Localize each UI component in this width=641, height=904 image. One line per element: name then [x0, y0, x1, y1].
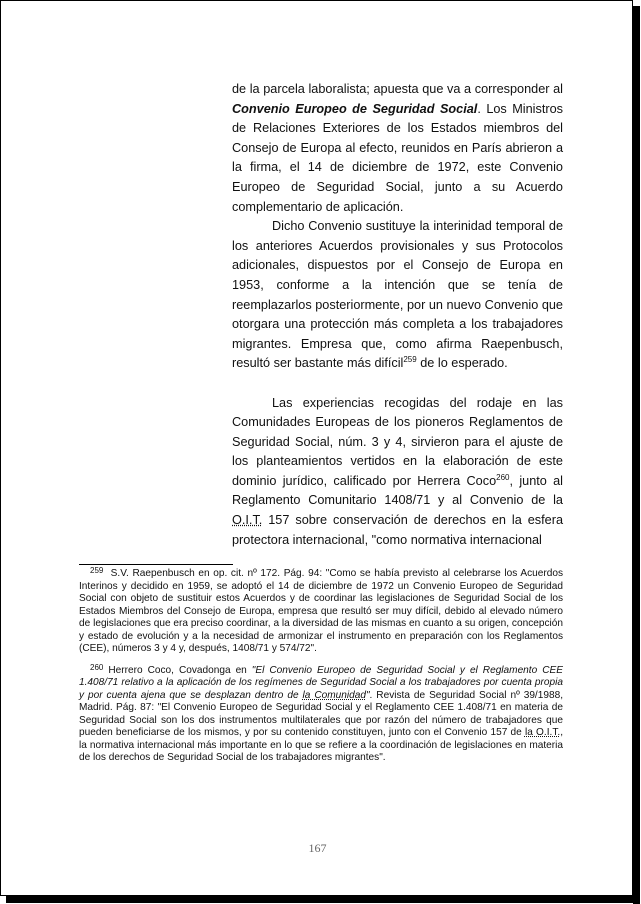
- footnotes: [79, 568, 563, 765]
- footnote-260-title-b: ": [365, 689, 370, 701]
- paragraph-2-text-b: de lo esperado.: [416, 356, 508, 371]
- page-number: 167: [308, 841, 327, 855]
- footnote-260-author: Herrero Coco, Covadonga en: [108, 664, 252, 676]
- emphasis-convenio-europeo: Convenio Europeo de Seguridad Social: [232, 101, 478, 116]
- footnote-259: [79, 568, 563, 656]
- paragraph-1-text-a: de la parcela laboralista; apuesta que va a corresponder al: [232, 82, 563, 96]
- paragraph-3-text-a: Las experiencias recogidas del rodaje en las Comunidades Europeas de los pioneros Reglamentos de Seguridad Social, núm. 3 y 4, sirvieron para el ajuste de los planteamientos vertidos en la elaboración de este dominio jurídico, calificado por Herrera Coco: [232, 395, 563, 488]
- footnote-260-text-b: , la normativa internacional más importante en lo que se refiere a la coordinación de legislaciones en materia de los derechos de Seguridad Social de los trabajadores migrantes".: [79, 727, 563, 763]
- footnote-260-text-a: . Revista de Seguridad Social nº 39/1988, Madrid. Pág. 87: "El Convenio Europeo de Seguridad Social y el Reglamento CEE 1.408/71 en materia de Seguridad Social son los dos instrumentos multilaterales que por razón del número de trabajadores que pueden beneficiarse de los mismos, y por su contenido constituyen, junto con el Convenio 157 de: [79, 689, 564, 738]
- footnote-260: [79, 662, 564, 765]
- footnote-259-text: S.V. Raepenbusch en op. cit. nº 172. Pág. 94: "Como se había previsto al celebrarse los Acuerdos Interinos y decidido en 1959, se adoptó el 14 de diciembre de 1972 un Convenio Europeo de Seguridad Social con objeto de sustituir estos Acuerdos y de coordinar las legislaciones de Seguridad Social de los Estados Miembros del Consejo de Europa, empresa que resultó ser muy difícil, debido al elevado número de legislaciones que era preciso coordinar, a la diversidad de las mismas en cuanto a su origen, concepción y estado de evolución y a la necesidad de armonizar el instrumento en preparación con los Reglamentos (CEE), números 3 y 4 y, después, 1408/71 y 574/72".: [79, 568, 564, 654]
- footnote-number-259: 259: [90, 566, 104, 575]
- oit-abbreviation: O.I.T.: [232, 513, 263, 528]
- page-shadow-right: [633, 6, 640, 904]
- paragraph-3-text-c: 157 sobre conservación de derechos en la esfera protectora internacional, "como normativa internacional: [232, 513, 563, 547]
- paragraph-2-text-a: Dicho Convenio sustituye la interinidad temporal de los anteriores Acuerdos provisionales y sus Protocolos adicionales, dispuestos por el Consejo de Europa en 1953, conforme a la intención que se tenía de reemplazarlos posteriormente, por un nuevo Convenio que otorgara una protección más completa a los trabajadores migrantes. Empresa que, como afirma Raepenbusch, resultó ser bastante más difícil: [232, 219, 563, 371]
- footnote-260-title-comunidad: la Comunidad: [302, 689, 366, 701]
- main-text: [232, 80, 563, 550]
- paragraph-3-text-b: , junto al Reglamento Comunitario 1408/71 y al Convenio de la: [232, 473, 564, 508]
- paragraph-3: [232, 394, 563, 551]
- footnote-ref-259[interactable]: 259: [403, 355, 417, 365]
- paragraph-1: [232, 80, 563, 217]
- page-shadow-bottom: [6, 896, 640, 903]
- paragraph-2: [232, 217, 563, 374]
- footnote-ref-260[interactable]: 260: [496, 472, 510, 482]
- footnote-separator: [79, 564, 233, 565]
- footnote-260-oit: la O.I.T.: [524, 727, 561, 738]
- footnote-260-title-a: "El Convenio Europeo de Seguridad Social y el Reglamento CEE 1.408/71 relativo a la aplicación de los regímenes de Seguridad Social a los trabajadores por cuenta propia y por cuenta ajena que se desplazan dentro de: [79, 664, 563, 701]
- footnote-number-260: 260: [90, 662, 104, 672]
- paragraph-1-text-b: . Los Ministros de Relaciones Exteriores de los Estados miembros del Consejo de Europa al efecto, reunidos en París abrieron a la firma, el 14 de diciembre de 1972, este Convenio Europeo de Seguridad Social, junto a su Acuerdo complementario de aplicación.: [232, 101, 563, 214]
